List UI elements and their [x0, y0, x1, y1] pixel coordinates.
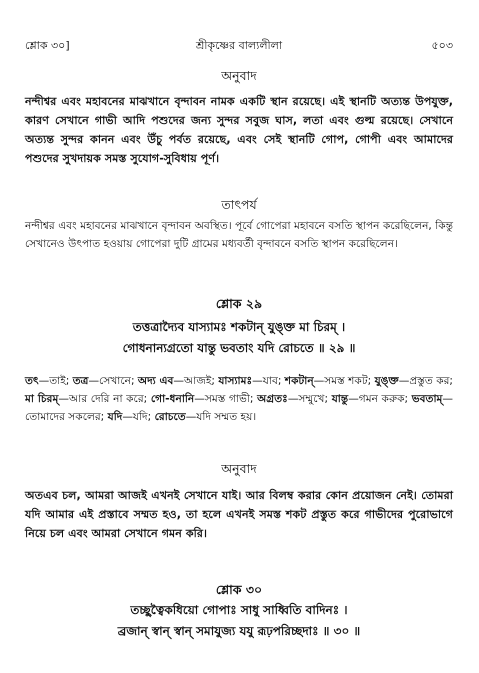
- translation-heading-2: অনুবাদ: [221, 461, 257, 476]
- purport-paragraph: নন্দীশ্বর এবং মহাবনের মাঝখানে বৃন্দাবন অবস্থিত। পূর্বে গোপেরা মহাবনে বসতি স্থাপন করেছিলেন, কিন্তু সেখানেও উৎপাত হওয়ায় গোপেরা দুটি গ্রামের মধ্যবর্তী বৃন্দাবনে বসতি স্থাপন করেছিলেন।: [25, 220, 453, 250]
- synonym-meaning: তোমাদের সকলের;: [25, 411, 108, 423]
- translation-paragraph-2: অতএব চল, আমরা আজই এখনই সেখানে যাই। আর বিলম্ব করার কোন প্রয়োজন নেই। তোমরা যদি আমার এই প্রস্তাবে সম্মত হও, তা হলে এখনই সমস্ত শকট প্রস্তুত করে গাভীদের পুরোভাগে নিয়ে চল এবং আমরা সেখানে গমন করি।: [25, 489, 453, 540]
- synonym-meaning: সমস্ত গাভী;: [204, 393, 258, 405]
- synonym-meaning: যদি সম্মত হয়।: [196, 411, 257, 423]
- verse-30-line-1: তচ্ছুত্বৈকধিয়ো গোপাঃ সাধু সাধ্বিতি বাদিনঃ ।: [130, 603, 348, 617]
- synonym-meaning: গমন করুক;: [358, 393, 412, 405]
- synonym-term: ভবতাম্: [411, 393, 443, 405]
- header-page-number: ৫০৩: [431, 39, 453, 52]
- verse-29-text: [25, 317, 453, 359]
- header-verse-ref: শ্লোক ৩০]: [25, 39, 70, 52]
- synonym-term: শকটান্: [284, 375, 314, 387]
- synonym-term: যুঙ্‌ক্ত: [374, 375, 399, 387]
- verse-29-heading: শ্লোক ২৯: [215, 296, 263, 311]
- synonym-meaning: যাব;: [262, 375, 285, 387]
- synonym-term: মা চিরম্: [25, 393, 59, 405]
- synonym-meaning: তাই;: [49, 375, 73, 387]
- running-header: [25, 37, 453, 53]
- synonym-term: গো-ধনানি: [150, 393, 195, 405]
- synonym-term: অগ্রতঃ: [257, 393, 288, 405]
- synonym-meaning: সম্মুখে;: [298, 393, 332, 405]
- synonym-term: অদ্য এব: [137, 375, 174, 387]
- translation-heading: অনুবাদ: [221, 68, 257, 83]
- synonym-term: যান্তু: [331, 393, 349, 405]
- purport-heading: তাৎপর্য: [221, 197, 257, 212]
- synonym-meaning: যদি;: [132, 411, 155, 423]
- verse-30-text: [25, 600, 453, 642]
- verse-29-line-2: গোধনান্যগ্রতো যান্তু ভবতাং যদি রোচতে ॥ ২৯ ॥: [122, 341, 356, 355]
- synonym-term: রোচতে: [154, 411, 186, 423]
- synonym-meaning: সমস্ত শকট;: [324, 375, 375, 387]
- synonym-meaning: সেখানে;: [99, 375, 138, 387]
- synonym-meaning: আজই;: [184, 375, 219, 387]
- synonym-meaning: আর দেরি না করে;: [68, 393, 151, 405]
- synonym-meaning: প্রস্তুত কর;: [409, 375, 453, 387]
- word-for-word-paragraph: তৎ—তাই; তত্র—সেখানে; অদ্য এব—আজই; যাস্যামঃ—যাব; শকটান্—সমস্ত শকট; যুঙ্‌ক্ত—প্রস্তুত কর; মা চিরম্—আর দেরি না করে; গো-ধনানি—সমস্ত গাভী; অগ্রতঃ—সম্মুখে; যান্তু—গমন করুক; ভবতাম্—তোমাদের সকলের; যদি—যদি; রোচতে—যদি সম্মত হয়।: [25, 375, 454, 423]
- header-chapter-title: শ্রীকৃষ্ণের বাল্যলীলা: [195, 39, 283, 52]
- synonym-term: তৎ: [25, 375, 39, 387]
- translation-paragraph: নন্দীশ্বর এবং মহাবনের মাঝখানে বৃন্দাবন নামক একটি স্থান রয়েছে। এই স্থানটি অত্যন্ত উপযুক্ত, কারণ সেখানে গাভী আদি পশুদের জন্য সুন্দর সবুজ ঘাস, লতা এবং গুল্ম রয়েছে। সেখানে অত্যন্ত সুন্দর কানন এবং উঁচু পর্বত রয়েছে, এবং সেই স্থানটি গোপ, গোপী এবং আমাদের পশুদের সুখদায়ক সমস্ত সুযোগ-সুবিধায় পূর্ণ।: [25, 95, 453, 165]
- synonym-term: তত্র: [72, 375, 89, 387]
- verse-29-line-1: তত্তত্রাদ্যৈব যাস্যামঃ শকটান্ যুঙ্‌ক্ত মা চিরম্ ।: [132, 320, 346, 334]
- synonym-term: যদি: [107, 411, 123, 423]
- synonym-term: যাস্যামঃ: [218, 375, 253, 387]
- verse-30-line-2: ব্রজান্ স্বান্ স্বান্ সমাযুজ্য যযু রূঢ়পরিচ্ছদাঃ ॥ ৩০ ॥: [117, 624, 361, 638]
- verse-30-heading: শ্লোক ৩০: [215, 582, 263, 597]
